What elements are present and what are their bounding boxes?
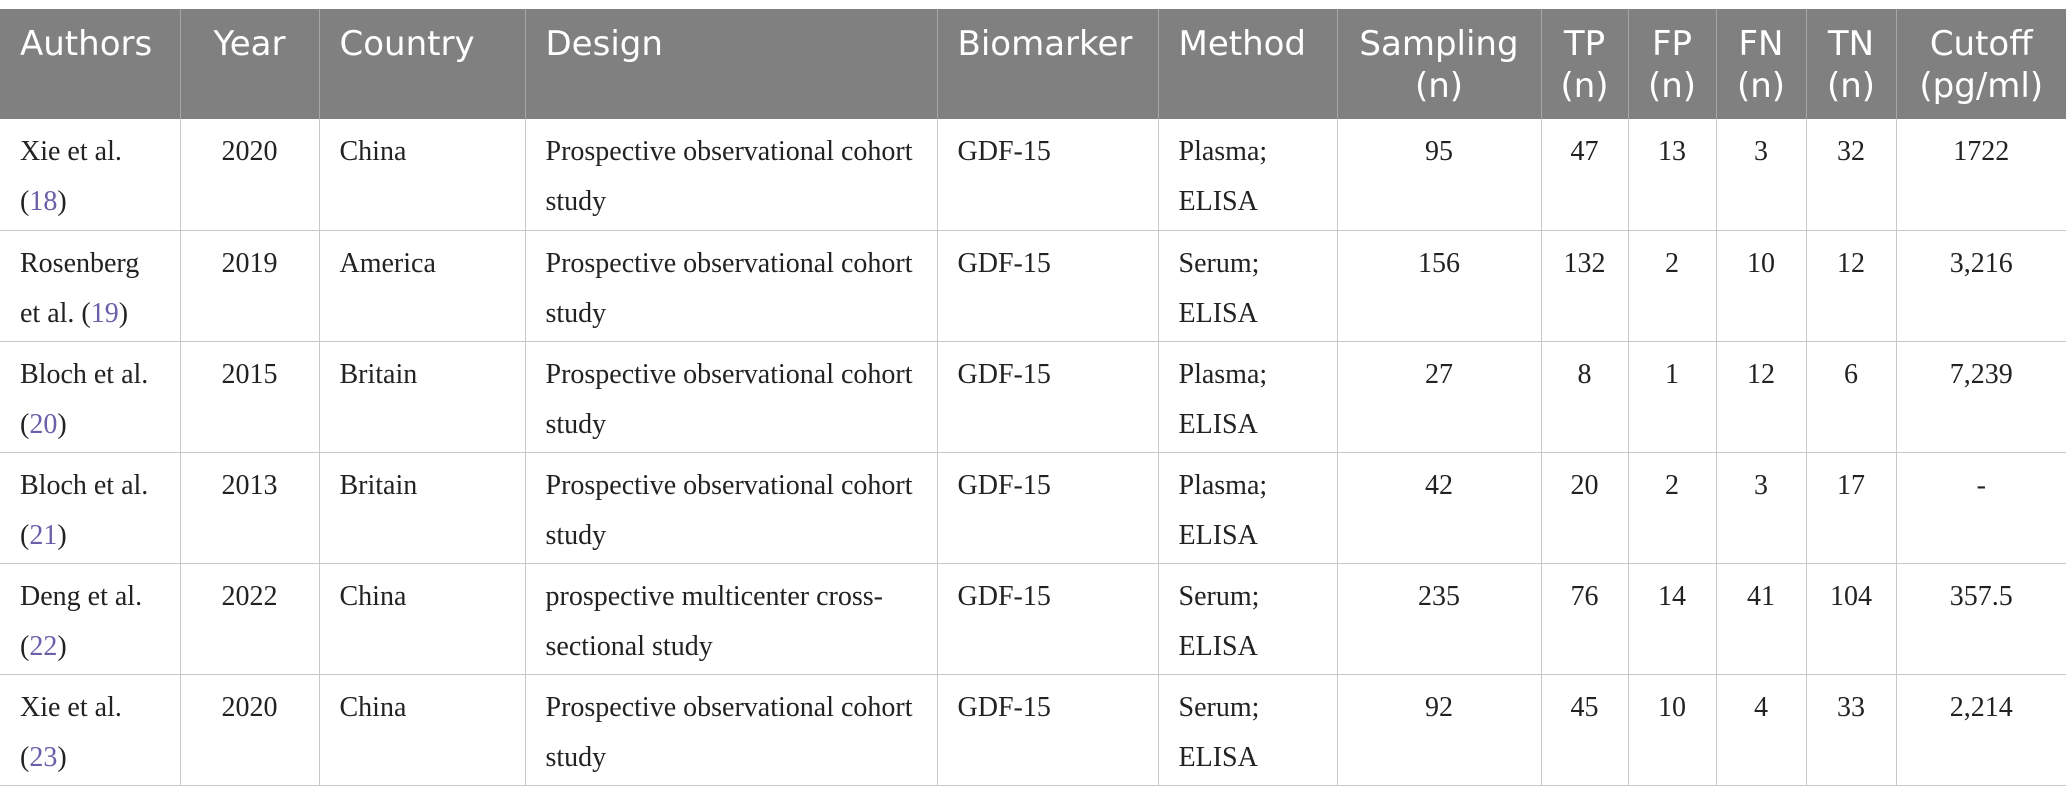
- cell-fn: 12: [1716, 341, 1806, 452]
- method-assay: ELISA: [1178, 297, 1258, 329]
- cell-biomarker: GDF-15: [937, 674, 1158, 785]
- cell-sampling: 92: [1337, 674, 1541, 785]
- cell-tp: 76: [1541, 563, 1628, 674]
- table-row: [0, 674, 2066, 785]
- cell-cutoff: 7,239: [1949, 358, 2013, 390]
- cell-sampling: 42: [1337, 452, 1541, 563]
- cell-year: 2019: [180, 230, 319, 341]
- author-name: Bloch et al.: [20, 469, 149, 501]
- table-row: [0, 230, 2066, 341]
- header-sampling: Sampling (n): [1337, 9, 1541, 119]
- cell-biomarker: GDF-15: [937, 563, 1158, 674]
- method-assay: ELISA: [1178, 408, 1258, 440]
- cell-country: China: [319, 119, 525, 230]
- cell-sampling: 27: [1337, 341, 1541, 452]
- reference-link[interactable]: 19: [90, 297, 119, 329]
- method-assay: ELISA: [1178, 741, 1258, 773]
- cell-country: America: [319, 230, 525, 341]
- method-assay: ELISA: [1178, 186, 1258, 217]
- header-fp: FP (n): [1628, 9, 1716, 119]
- cell-authors: Rosenberg et al. (19): [0, 230, 180, 341]
- cell-tn: 32: [1806, 119, 1896, 230]
- cell-fp: 14: [1628, 563, 1716, 674]
- cell-method: [1158, 674, 1337, 785]
- cell-sampling: 156: [1337, 230, 1541, 341]
- cell-tn: 33: [1806, 674, 1896, 785]
- cell-country: Britain: [319, 452, 525, 563]
- cell-biomarker: GDF-15: [937, 230, 1158, 341]
- cell-cutoff: 357.5: [1949, 580, 2013, 612]
- method-sample: Plasma;: [1178, 358, 1268, 390]
- cell-design: Prospective observational cohort study: [525, 119, 937, 230]
- cell-fp: 1: [1628, 341, 1716, 452]
- table-row: [0, 341, 2066, 452]
- cell-year: 2015: [180, 341, 319, 452]
- cell-sampling: 95: [1337, 119, 1541, 230]
- cell-cutoff: 2,214: [1949, 691, 2013, 723]
- cell-tn: 17: [1806, 452, 1896, 563]
- cell-authors: Xie et al. (18): [0, 119, 180, 230]
- cell-biomarker: GDF-15: [937, 119, 1158, 230]
- cell-country: Britain: [319, 341, 525, 452]
- table-row: [0, 563, 2066, 674]
- cell-fp: 2: [1628, 230, 1716, 341]
- author-name: Xie et al.: [20, 136, 122, 167]
- header-cutoff: Cutoff (pg/ml): [1919, 24, 2044, 106]
- header-tp: TP (n): [1541, 9, 1628, 119]
- cell-fn: 41: [1716, 563, 1806, 674]
- method-sample: Serum;: [1178, 691, 1260, 723]
- cell-cutoff: 1722: [1953, 136, 2010, 167]
- header-method: Method: [1158, 9, 1337, 119]
- header-year: Year: [180, 9, 319, 119]
- cell-method: [1158, 119, 1337, 230]
- cell-cutoff: 3,216: [1949, 247, 2013, 279]
- cell-country: China: [319, 563, 525, 674]
- reference-link[interactable]: 21: [29, 519, 58, 551]
- cell-fp: 2: [1628, 452, 1716, 563]
- header-row: [0, 9, 2066, 119]
- cell-tp: 132: [1541, 230, 1628, 341]
- cell-authors: Bloch et al. (20): [0, 341, 180, 452]
- cell-year: 2013: [180, 452, 319, 563]
- author-name: Bloch et al.: [20, 358, 149, 390]
- reference-link[interactable]: 20: [29, 408, 58, 440]
- table-row: [0, 119, 2066, 230]
- method-assay: ELISA: [1178, 630, 1258, 662]
- cell-tn: 12: [1806, 230, 1896, 341]
- author-name: Xie et al.: [20, 691, 122, 723]
- cell-design: Prospective observational cohort study: [525, 674, 937, 785]
- author-name: Deng et al.: [20, 580, 143, 612]
- reference-link[interactable]: 23: [29, 741, 58, 773]
- cell-authors: Xie et al. (23): [0, 674, 180, 785]
- author-name: Rosenberg et al.: [20, 247, 140, 329]
- cell-country: China: [319, 674, 525, 785]
- cell-method: [1158, 563, 1337, 674]
- studies-table: [0, 9, 2066, 786]
- cell-tp: 20: [1541, 452, 1628, 563]
- cell-year: 2020: [180, 674, 319, 785]
- cell-cutoff: -: [1976, 469, 1986, 501]
- header-tn: TN (n): [1806, 9, 1896, 119]
- header-country: Country: [319, 9, 525, 119]
- header-design: Design: [525, 9, 937, 119]
- method-sample: Plasma;: [1178, 469, 1268, 501]
- cell-authors: Deng et al. (22): [0, 563, 180, 674]
- cell-biomarker: GDF-15: [937, 341, 1158, 452]
- cell-design: Prospective observational cohort study: [525, 341, 937, 452]
- cell-fn: 10: [1716, 230, 1806, 341]
- cell-fn: 3: [1716, 452, 1806, 563]
- header-biomarker: Biomarker: [937, 9, 1158, 119]
- header-fn: FN (n): [1716, 9, 1806, 119]
- cell-method: [1158, 230, 1337, 341]
- cell-tn: 6: [1806, 341, 1896, 452]
- method-assay: ELISA: [1178, 519, 1258, 551]
- cell-fn: 4: [1716, 674, 1806, 785]
- cell-year: 2020: [180, 119, 319, 230]
- cell-sampling: 235: [1337, 563, 1541, 674]
- cell-design: Prospective observational cohort study: [525, 230, 937, 341]
- cell-year: 2022: [180, 563, 319, 674]
- cell-authors: Bloch et al. (21): [0, 452, 180, 563]
- cell-tp: 45: [1541, 674, 1628, 785]
- reference-link[interactable]: 22: [29, 630, 58, 662]
- cell-tp: 8: [1541, 341, 1628, 452]
- method-sample: Plasma;: [1178, 136, 1268, 167]
- cell-tn: 104: [1806, 563, 1896, 674]
- table-row: [0, 452, 2066, 563]
- reference-link[interactable]: 18: [29, 186, 58, 217]
- cell-fp: 10: [1628, 674, 1716, 785]
- header-authors: Authors: [0, 9, 180, 119]
- studies-table-container: [0, 9, 2066, 786]
- cell-method: [1158, 452, 1337, 563]
- table-body: [0, 119, 2066, 785]
- cell-biomarker: GDF-15: [937, 452, 1158, 563]
- cell-design: prospective multicenter cross-sectional study: [525, 563, 937, 674]
- cell-fn: 3: [1716, 119, 1806, 230]
- cell-tp: 47: [1541, 119, 1628, 230]
- method-sample: Serum;: [1178, 580, 1260, 612]
- method-sample: Serum;: [1178, 247, 1260, 279]
- cell-fp: 13: [1628, 119, 1716, 230]
- cell-method: [1158, 341, 1337, 452]
- cell-design: Prospective observational cohort study: [525, 452, 937, 563]
